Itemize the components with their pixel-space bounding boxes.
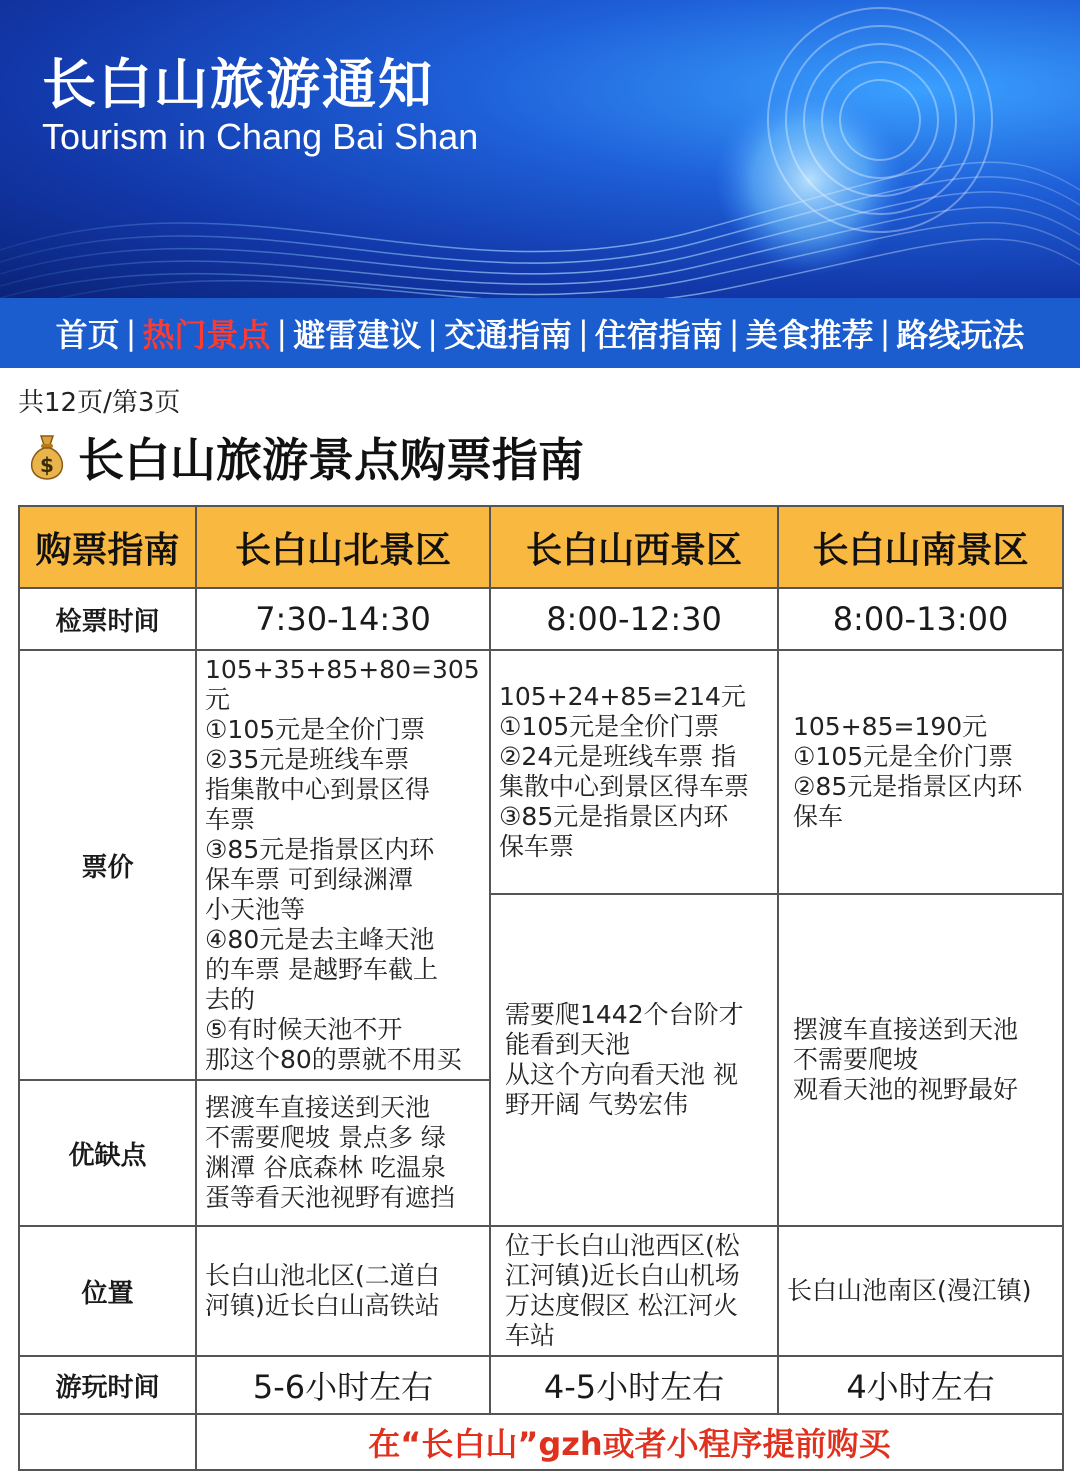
row-label-checkin: 检票时间	[19, 588, 196, 650]
cell-line: 那这个80的票就不用买	[205, 1045, 462, 1074]
cell-line: 车票	[205, 805, 256, 834]
svg-text:$: $	[40, 453, 54, 477]
header-north: 长白山北景区	[196, 506, 490, 588]
nav-separator: |	[879, 314, 891, 352]
location-south	[778, 1226, 1063, 1356]
nav-bar	[0, 298, 1080, 368]
table-row-purchase	[19, 1414, 1063, 1470]
checkin-south: 8:00-13:00	[778, 588, 1063, 650]
table-row-price	[19, 650, 1063, 894]
banner	[0, 0, 1080, 298]
cell-line: ①105元是全价门票	[793, 742, 1014, 771]
cell-line: ③85元是指景区内环	[205, 835, 435, 864]
cell-line: 万达度假区 松江河火	[505, 1291, 738, 1320]
duration-west: 4-5小时左右	[490, 1356, 778, 1414]
location-west	[490, 1226, 778, 1356]
pros-cons-north	[196, 1080, 490, 1226]
cell-line: 观看天池的视野最好	[793, 1075, 1019, 1104]
nav-separator: |	[276, 314, 288, 352]
pros-cons-south	[778, 894, 1063, 1226]
row-label-price: 票价	[19, 650, 196, 1080]
cell-line: 去的	[205, 985, 256, 1014]
cell-line: 从这个方向看天池 视	[505, 1060, 738, 1089]
cell-line: 集散中心到景区得车票	[499, 772, 750, 801]
checkin-north: 7:30-14:30	[196, 588, 490, 650]
row-label-duration: 游玩时间	[19, 1356, 196, 1414]
cell-line: 105+85=190元	[793, 712, 988, 741]
nav-item-food[interactable]: 美食推荐	[745, 316, 874, 354]
table-row-duration	[19, 1356, 1063, 1414]
cell-line: 车站	[505, 1321, 556, 1350]
nav-item-routes[interactable]: 路线玩法	[896, 316, 1025, 354]
row-label-pros-cons: 优缺点	[19, 1080, 196, 1226]
cell-line: 105+35+85+80=305元	[205, 655, 480, 714]
purchase-note: 在“长白山”gzh或者小程序提前购买	[196, 1414, 1063, 1470]
nav-separator: |	[578, 314, 589, 352]
cell-line: 小天池等	[205, 895, 306, 924]
cell-line: 不需要爬坡	[793, 1045, 919, 1074]
price-south	[778, 650, 1063, 894]
nav-separator: |	[728, 314, 740, 352]
ticket-guide-table	[18, 505, 1064, 1471]
cell-line: 长白山池北区(二道白	[205, 1261, 440, 1290]
table-row-location-top	[19, 1226, 1063, 1356]
cell-line: 能看到天池	[505, 1030, 631, 1059]
cell-line: ①105元是全价门票	[205, 715, 426, 744]
location-north	[196, 1226, 490, 1356]
nav-separator: |	[125, 314, 137, 352]
nav-separator: |	[427, 314, 438, 352]
cell-line: 需要爬1442个台阶才	[505, 1000, 744, 1029]
nav-item-tips[interactable]: 避雷建议	[293, 316, 422, 354]
cell-line: 摆渡车直接送到天池	[793, 1015, 1019, 1044]
pros-cons-west	[490, 894, 778, 1226]
cell-line: ②85元是指景区内环	[793, 772, 1023, 801]
duration-south: 4小时左右	[778, 1356, 1063, 1414]
banner-subtitle: Tourism in Chang Bai Shan	[42, 116, 479, 157]
cell-line: ④80元是去主峰天池	[205, 925, 435, 954]
cell-line: 蛋等看天池视野有遮挡	[205, 1183, 456, 1212]
header-south: 长白山南景区	[778, 506, 1063, 588]
nav-item-lodging[interactable]: 住宿指南	[594, 316, 723, 354]
page-title-text: 长白山旅游景点购票指南	[78, 433, 584, 487]
cell-line: 江河镇)近长白山机场	[505, 1261, 740, 1290]
cell-line: 河镇)近长白山高铁站	[205, 1291, 440, 1320]
duration-north: 5-6小时左右	[196, 1356, 490, 1414]
row-label-location: 位置	[19, 1226, 196, 1356]
money-bag-icon	[24, 432, 70, 482]
cell-line: ①105元是全价门票	[499, 712, 720, 741]
cell-line: 保车	[793, 802, 844, 831]
page-indicator: 共12页/第3页	[18, 388, 181, 418]
cell-line: ③85元是指景区内环	[499, 802, 729, 831]
price-north	[196, 650, 490, 1080]
nav-item-home[interactable]: 首页	[55, 316, 120, 354]
price-west	[490, 650, 778, 894]
cell-line: 保车票	[499, 832, 575, 861]
nav-item-hot-spots[interactable]: 热门景点	[142, 316, 271, 354]
cell-line: 105+24+85=214元	[499, 682, 746, 711]
cell-line: 的车票 是越野车截上	[205, 955, 438, 984]
page-title	[24, 424, 584, 490]
header-guide: 购票指南	[19, 506, 196, 588]
nav-item-transport[interactable]: 交通指南	[443, 316, 572, 354]
cell-line: 野开阔 气势宏伟	[505, 1090, 688, 1119]
cell-line: 不需要爬坡 景点多 绿	[205, 1123, 446, 1152]
banner-title: 长白山旅游通知	[42, 53, 434, 116]
cell-line: 摆渡车直接送到天池	[205, 1093, 431, 1122]
cell-line: ②35元是班线车票	[205, 745, 410, 774]
table-header-row	[19, 506, 1063, 588]
cell-line: ⑤有时候天池不开	[205, 1015, 403, 1044]
cell-line: 位于长白山池西区(松	[505, 1231, 740, 1260]
table-row-checkin	[19, 588, 1063, 650]
purchase-empty-cell	[19, 1414, 196, 1470]
cell-line: 长白山池南区(漫江镇)	[787, 1276, 1032, 1305]
cell-line: ②24元是班线车票 指	[499, 742, 737, 771]
cell-line: 保车票 可到绿渊潭	[205, 865, 413, 894]
header-west: 长白山西景区	[490, 506, 778, 588]
cell-line: 渊潭 谷底森林 吃温泉	[205, 1153, 446, 1182]
cell-line: 指集散中心到景区得	[205, 775, 431, 804]
checkin-west: 8:00-12:30	[490, 588, 778, 650]
